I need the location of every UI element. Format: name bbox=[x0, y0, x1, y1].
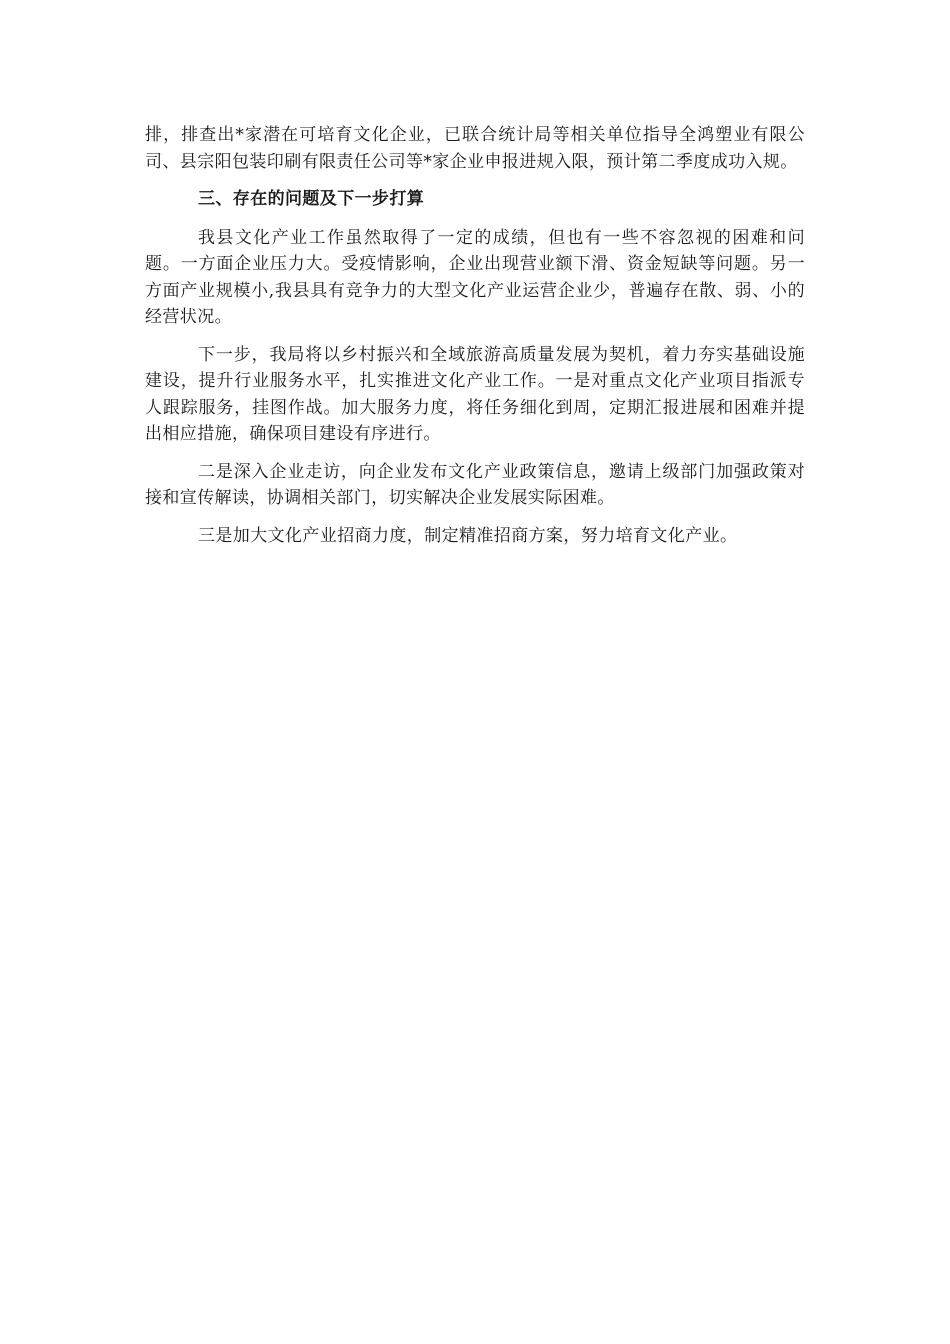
paragraph-next-steps: 下一步，我局将以乡村振兴和全域旅游高质量发展为契机，着力夯实基础设施建设，提升行业服务水平，扎实推进文化产业工作。一是对重点文化产业项目指派专人跟踪服务，挂图作战。加大服务力度，将任务细化到周，定期汇报进展和困难并提出相应措施，确保项目建设有序进行。 bbox=[145, 344, 805, 444]
paragraph-enterprise-visits: 二是深入企业走访，向企业发布文化产业政策信息，邀请上级部门加强政策对接和宣传解读，协调相关部门，切实解决企业发展实际困难。 bbox=[145, 461, 805, 508]
paragraph-problems: 我县文化产业工作虽然取得了一定的成绩，但也有一些不容忽视的困难和问题。一方面企业压力大。受疫情影响，企业出现营业额下滑、资金短缺等问题。另一方面产业规模小,我县具有竞争力的大型文化产业运营企业少，普遍存在散、弱、小的经营状况。 bbox=[145, 227, 805, 327]
paragraph-continuation: 排，排查出*家潜在可培育文化企业，已联合统计局等相关单位指导全鸿塑业有限公司、县宗阳包装印刷有限责任公司等*家企业申报进规入限，预计第二季度成功入规。 bbox=[145, 125, 805, 172]
section-heading: 三、存在的问题及下一步打算 bbox=[198, 189, 425, 209]
paragraph-investment: 三是加大文化产业招商力度，制定精准招商方案，努力培育文化产业。 bbox=[198, 525, 738, 546]
document-page bbox=[145, 122, 805, 560]
